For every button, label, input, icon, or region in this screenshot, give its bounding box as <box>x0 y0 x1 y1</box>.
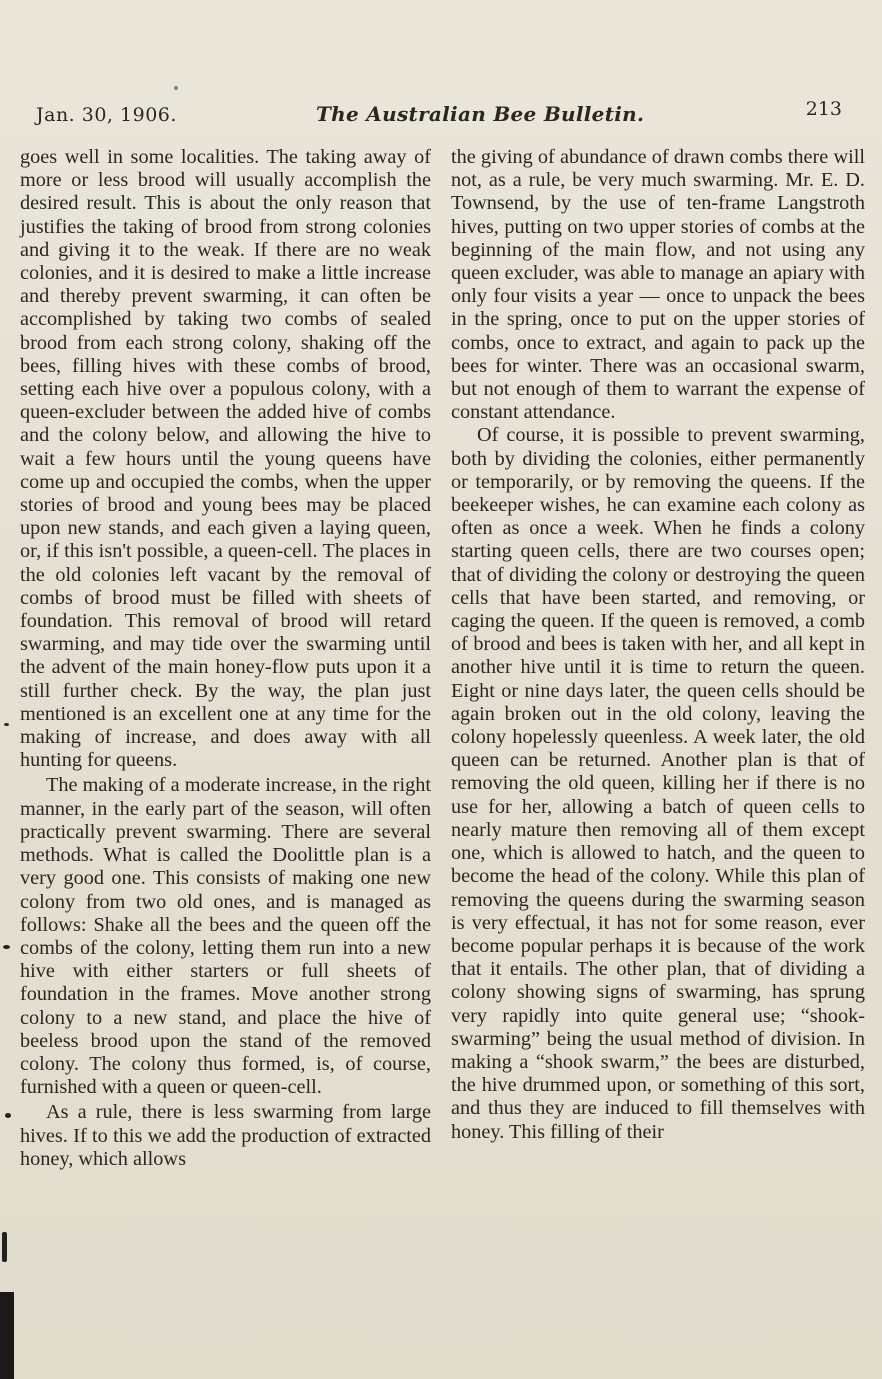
right-paragraph-1: the giving of abundance of drawn combs there will not, as a rule, be very much swarming. Mr. E. D. Townsend, by the use of ten-frame Langstroth hives, putting on two upper stories of combs at the beginning of the main flow, and not using any queen excluder, was able to manage an apiary with only four visits a year — once to unpack the bees in the spring, once to put on the upper stories of combs, once to extract, and again to pack up the bees for winter. There was an occasional swarm, but not enough of them to warrant the expense of constant attendance. <box>451 146 865 424</box>
issue-date: Jan. 30, 1906. <box>36 104 177 126</box>
page-number: 213 <box>805 98 842 120</box>
binding-edge-shadow <box>0 1292 14 1379</box>
publication-title: The Australian Bee Bulletin. <box>316 102 645 126</box>
left-paragraph-2: The making of a moderate increase, in the right manner, in the early part of the season, will often practically prevent swarming. There are several methods. What is called the Doolittle plan is a very good one. This consists of making one new colony from two old ones, and is managed as follows: Shake all the bees and the queen off the combs of the colony, letting them run into a new hive with either starters or full sheets of foundation in the frames. Move another strong colony to a new stand, and place the hive of beeless brood upon the stand of the removed colony. The colony thus formed, is, of course, furnished with a queen or queen-cell. <box>20 774 431 1099</box>
ink-speck <box>3 945 10 949</box>
ink-speck <box>174 86 178 90</box>
ink-speck <box>2 1232 7 1262</box>
ink-speck <box>5 1113 11 1118</box>
ink-speck <box>4 723 9 726</box>
running-header <box>36 96 842 130</box>
left-paragraph-1: goes well in some localities. The taking away of more or less brood will usually accomplish the desired result. This is about the only reason that justifies the taking of brood from strong colonies and giving it to the weak. If there are no weak colonies, and it is desired to make a little increase and thereby prevent swarming, it can often be accomplished by taking two combs of sealed brood from each strong colony, shaking off the bees, filling hives with these combs of brood, setting each hive over a populous colony, with a queen-excluder between the added hive of combs and the colony below, and allowing the hive to wait a few hours until the young queens have come up and occupied the combs, when the upper stories of brood and young bees may be placed upon new stands, and each given a laying queen, or, if this isn't possible, a queen-cell. The places in the old colonies left vacant by the removal of combs of brood must be filled with sheets of foundation. This removal of brood will retard swarming, and may tide over the swarming until the advent of the main honey-flow puts upon it a still further check. By the way, the plan just mentioned is an excellent one at any time for the making of increase, and does away with all hunting for queens. <box>20 146 431 772</box>
right-column <box>451 146 865 1144</box>
left-column <box>20 146 431 1171</box>
left-paragraph-3: As a rule, there is less swarming from large hives. If to this we add the production of extracted honey, which allows <box>20 1101 431 1170</box>
right-paragraph-2: Of course, it is possible to prevent swarming, both by dividing the colonies, either permanently or temporarily, or by removing the queens. If the beekeeper wishes, he can examine each colony as often as once a week. When he finds a colony starting queen cells, there are two courses open; that of dividing the colony or destroying the queen cells that have been started, and removing, or caging the queen. If the queen is removed, a comb of brood and bees is taken with her, and all kept in another hive until it is time to return the queen. Eight or nine days later, the queen cells should be again broken out in the old colony, leaving the colony hopelessly queenless. A week later, the old queen can be returned. Another plan is that of removing the old queen, killing her if there is no use for her, allowing a batch of queen cells to nearly mature then removing all of them except one, which is allowed to hatch, and the queen to become the head of the colony. While this plan of removing the queens during the swarming season is very effectual, it has not for some reason, ever become popular perhaps it is because of the work that it entails. The other plan, that of dividing a colony showing signs of swarming, has sprung very rapidly into quite general use; “shook-swarming” being the usual method of division. In making a “shook swarm,” the bees are disturbed, the hive drummed upon, or something of this sort, and thus they are induced to fill themselves with honey. This filling of their <box>451 424 865 1143</box>
